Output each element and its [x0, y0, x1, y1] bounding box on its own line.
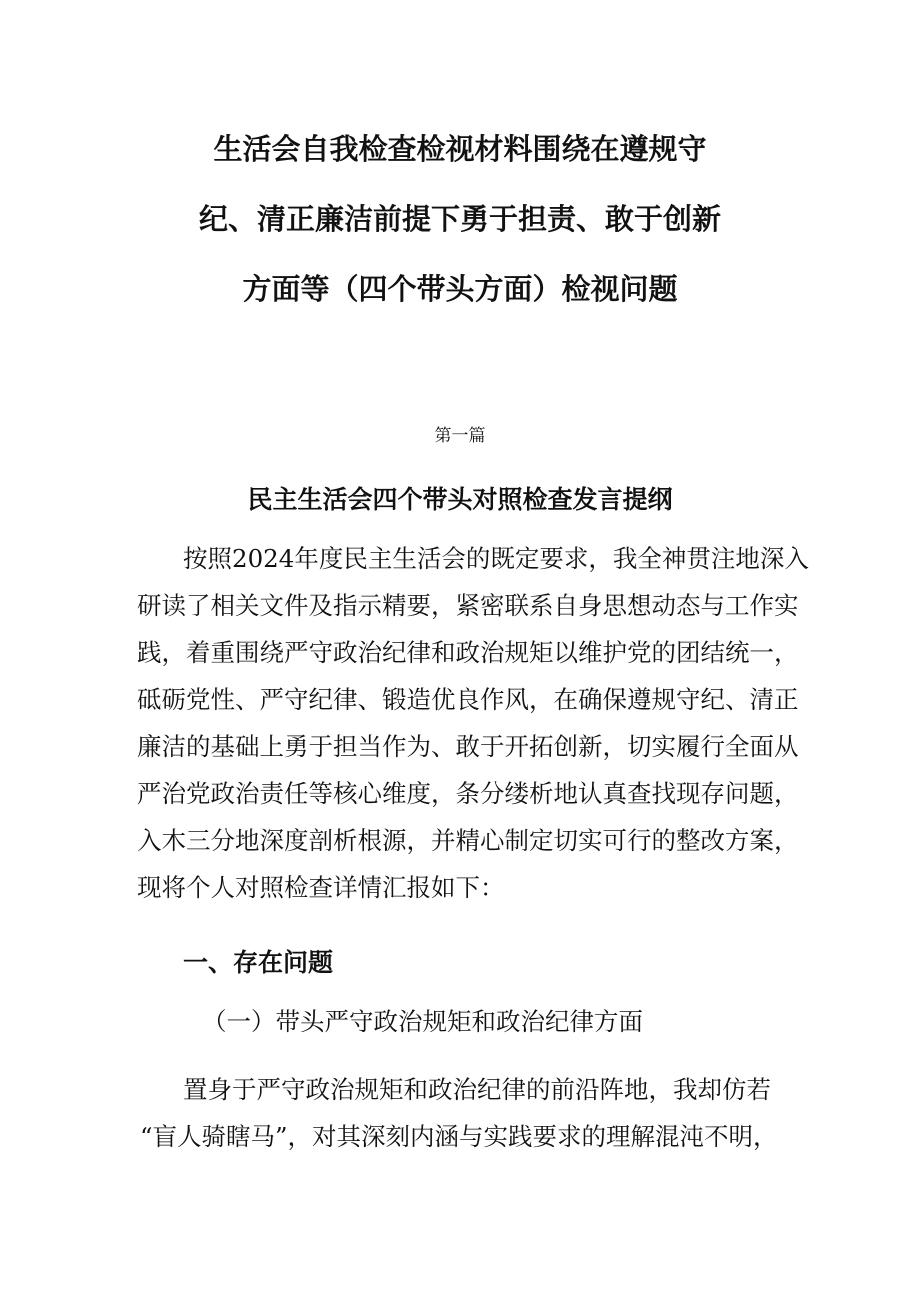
subsection-heading-1: （一）带头严守政治规矩和政治纪律方面 — [202, 1007, 643, 1036]
paragraph-2-line-2: “盲人骑瞎马”，对其深刻内涵与实践要求的理解混沌不明， — [140, 1122, 778, 1151]
document-title-line-1: 生活会自我检查检视材料围绕在遵规守 — [213, 132, 707, 166]
intro-line-4: 砥砺党性、严守纪律、锻造优良作风，在确保遵规守纪、清正 — [137, 685, 799, 714]
intro-line-8: 现将个人对照检查详情汇报如下： — [137, 873, 505, 902]
paragraph-2-line-1: 置身于严守政治规矩和政治纪律的前沿阵地，我却仿若 — [183, 1075, 771, 1104]
intro-line-2: 研读了相关文件及指示精要，紧密联系自身思想动态与工作实 — [137, 591, 799, 620]
section-heading-1: 一、存在问题 — [183, 948, 334, 977]
intro-line-6: 严治党政治责任等核心维度，条分缕析地认真查找现存问题， — [137, 779, 799, 808]
document-title-line-2: 纪、清正廉洁前提下勇于担责、敢于创新 — [198, 202, 721, 236]
intro-line-5: 廉洁的基础上勇于担当作为、敢于开拓创新，切实履行全面从 — [137, 732, 799, 761]
intro-line-1: 按照2024年度民主生活会的既定要求，我全神贯注地深入 — [183, 544, 809, 573]
intro-line-3: 践，着重围绕严守政治纪律和政治规矩以维护党的团结统一， — [137, 638, 799, 667]
document-title-line-3: 方面等（四个带头方面）检视问题 — [242, 272, 678, 306]
part-label: 第一篇 — [434, 426, 486, 446]
part-title: 民主生活会四个带头对照检查发言提纲 — [247, 485, 673, 514]
intro-line-7: 入木三分地深度剖析根源，并精心制定切实可行的整改方案， — [137, 826, 799, 855]
